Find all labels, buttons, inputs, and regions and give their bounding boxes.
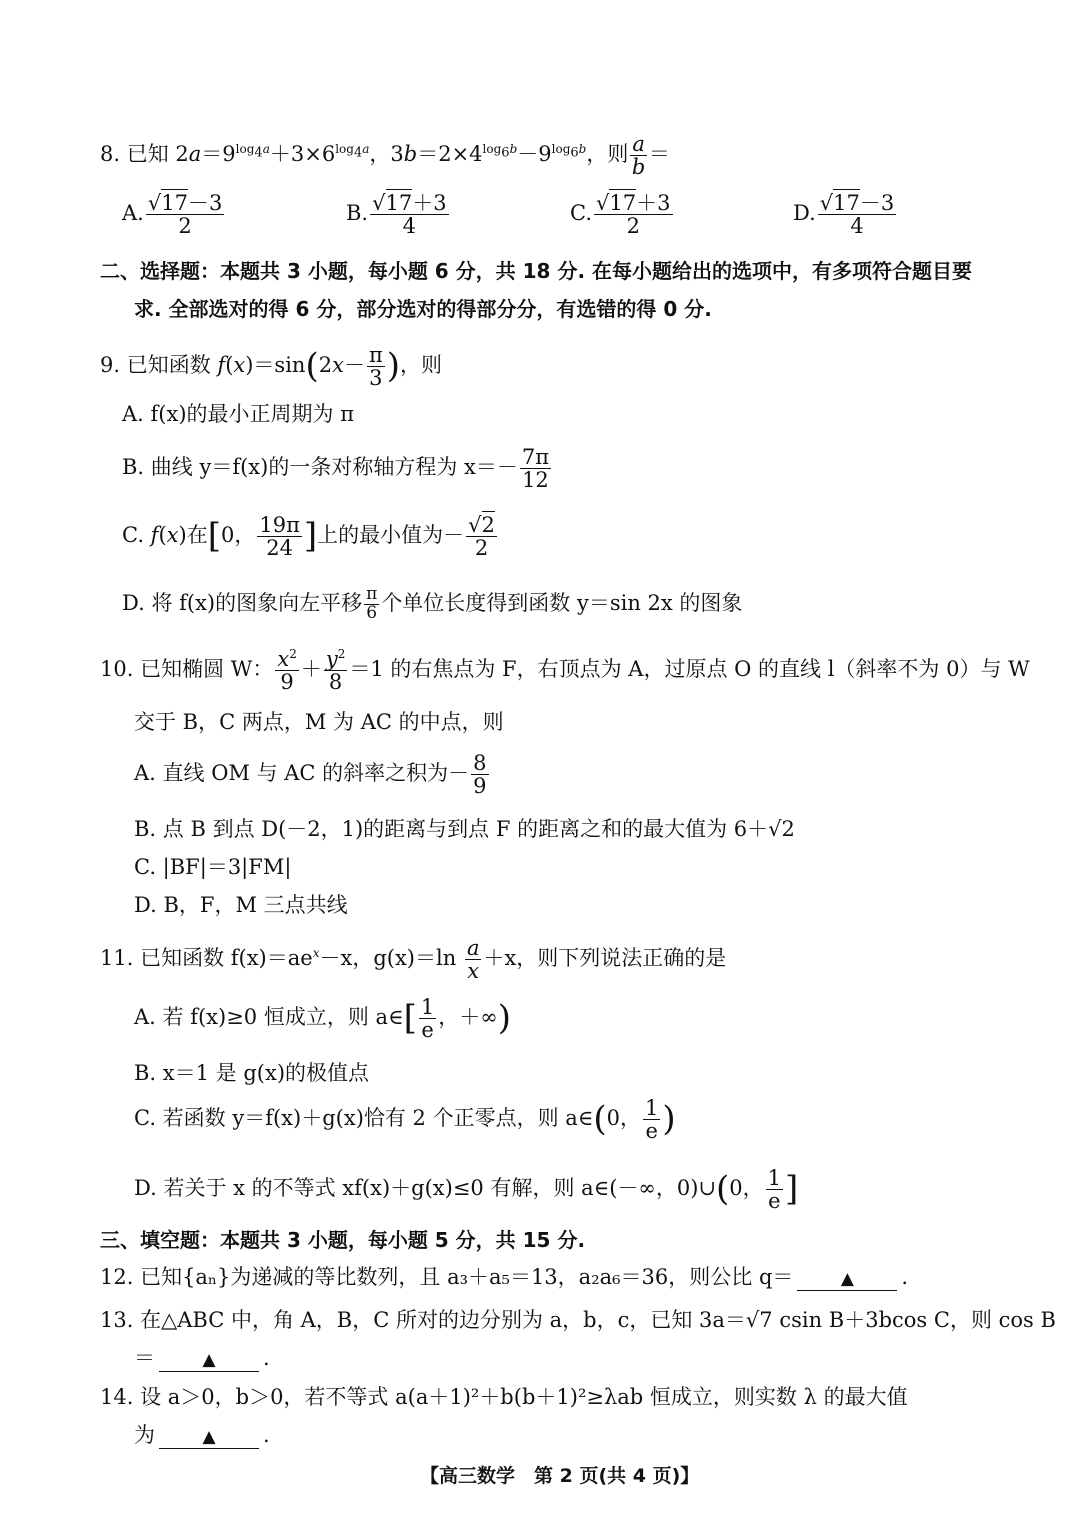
page-footer: 【高三数学 第 2 页(共 4 页)】 [420, 1465, 700, 1487]
q8-option-c: C. $\frac{√17+3}{2}$ [570, 191, 671, 239]
q10-option-c: C. |BF|＝3|FM| [134, 855, 292, 879]
q10-option-a: A. 直线 OM 与 AC 的斜率之积为－ $\frac{8}{9}$ [134, 751, 487, 799]
q10-option-b: B. 点 B 到点 D(－2，1)的距离与到点 F 的距离之和的最大值为 6＋√2 [134, 817, 795, 841]
q9-option-c: C. f(x)在[0， $\frac{19\pi}{24}$ ]上的最小值为－ $\frac{√2}{2}$ [122, 513, 495, 561]
q14-line2: 为 ▲ . [134, 1423, 270, 1449]
q8-option-b: B. $\frac{√17+3}{4}$ [346, 191, 447, 239]
section2-heading-line2: 求. 全部选对的得 6 分，部分选对的得部分分，有选错的得 0 分. [134, 297, 712, 321]
q8-stem: 8. 已知 $2a=9^{log_4a}+3\times 6^{log_4a}$，$3b=2\times 4^{log_6b}-9^{log_6b}$，则 $\frac{a}{b}$ ＝ [100, 132, 670, 180]
q9-option-d: D. 将 f(x)的图象向左平移 $\frac{\pi}{6}$ 个单位长度得到函数 y＝sin 2x 的图象 [122, 584, 743, 623]
q12: 12. 已知{aₙ}为递减的等比数列，且 a₃＋a₅＝13，a₂a₆＝36，则公比 q＝ ▲ . [100, 1265, 908, 1291]
q10-stem-line1: 10. 已知椭圆 W： $\frac{x^2}{9}$ ＋ $\frac{y^2}{8}$ ＝1 的右焦点为 F，右顶点为 A，过原点 O 的直线 l（斜率不为 0）与 W [100, 647, 1030, 695]
q9-stem: 9. 已知函数 f(x)＝sin(2x－ $\frac{\pi}{3}$ )，则 [100, 343, 443, 391]
section3-heading: 三、填空题：本题共 3 小题，每小题 5 分，共 15 分. [100, 1228, 586, 1252]
q13-answer-blank: ▲ [159, 1346, 259, 1372]
q14-line1: 14. 设 a＞0，b＞0，若不等式 a(a＋1)²＋b(b＋1)²≥λab 恒成立，则实数 λ 的最大值 [100, 1385, 908, 1409]
q11-option-a: A. 若 f(x)≥0 恒成立，则 a∈[ $\frac{1}{e}$ ，＋∞) [134, 995, 511, 1043]
q12-answer-blank: ▲ [797, 1265, 897, 1291]
q11-option-d: D. 若关于 x 的不等式 xf(x)＋g(x)≤0 有解，则 a∈(－∞，0)∪(0， $\frac{1}{e}$ ] [134, 1166, 799, 1214]
q13-line1: 13. 在△ABC 中，角 A，B，C 所对的边分别为 a，b，c，已知 3a＝√7 csin B＋3bcos C，则 cos B [100, 1308, 1056, 1332]
q11-option-c: C. 若函数 y＝f(x)＋g(x)恰有 2 个正零点，则 a∈(0， $\frac{1}{e}$ ) [134, 1096, 676, 1144]
q8-prefix: 8. 已知 [100, 142, 169, 167]
q14-answer-blank: ▲ [159, 1423, 259, 1449]
q11-option-b: B. x＝1 是 g(x)的极值点 [134, 1061, 370, 1085]
q9-option-a: A. f(x)的最小正周期为 π [122, 402, 354, 426]
q8-option-d: D. $\frac{√17-3}{4}$ [793, 191, 895, 239]
q10-stem-line2: 交于 B，C 两点，M 为 AC 的中点，则 [134, 710, 504, 734]
q9-option-b: B. 曲线 y＝f(x)的一条对称轴方程为 x＝－ $\frac{7\pi}{12}$ [122, 445, 550, 493]
q11-stem: 11. 已知函数 $f(x)=ae^x-x$，g(x)＝ln $\frac{a}{x}$ ＋x，则下列说法正确的是 [100, 936, 727, 984]
section2-heading-line1: 二、选择题：本题共 3 小题，每小题 6 分，共 18 分. 在每小题给出的选项中，有多项符合题目要 [100, 259, 973, 283]
q8-option-a: A. $\frac{√17-3}{2}$ [122, 191, 223, 239]
q13-line2: ＝ ▲ . [134, 1346, 270, 1372]
q10-option-d: D. B，F，M 三点共线 [134, 893, 348, 917]
